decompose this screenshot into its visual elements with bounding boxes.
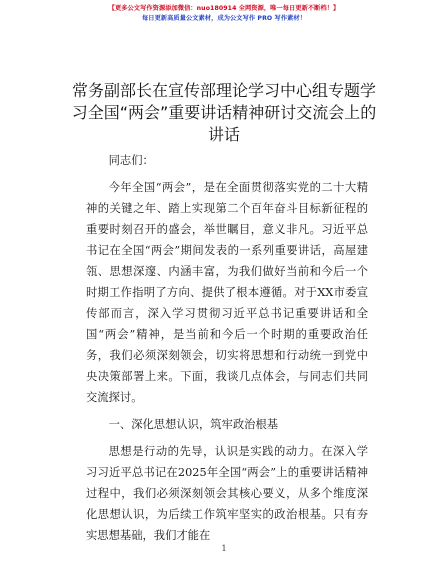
document-title: 常务副部长在宣传部理论学习中心组专题学习全国“两会”重要讲话精神研讨交流会上的讲话 xyxy=(71,81,377,144)
page-number: 1 xyxy=(221,544,227,553)
document-body xyxy=(86,150,368,546)
promo-banner-line2: 每日更新高质量公文素材，成为公文写作 PRO 写作素材！ xyxy=(142,15,306,22)
paragraph-1: 今年全国“两会”，是在全面贯彻落实党的二十大精神的关键之年、踏上实现第二个百年奋斗目标新征程的重要时刻召开的盛会，举世瞩目，意义非凡。习近平总书记在全国“两会”期间发表的一系列重要讲话，高屋建瓴、思想深邃、内涵丰富，为我们做好当前和今后一个时期工作指明了方向、提供了根本遵循。对于XX市委宣传部而言，深入学习贯彻习近平总书记重要讲话和全国“两会”精神，是当前和今后一个时期的重要政治任务，我们必须深刻领会，切实将思想和行动统一到党中央决策部署上来。下面，我谈几点体会，与同志们共同交流探讨。 xyxy=(86,181,368,404)
promo-banner xyxy=(0,4,448,24)
salutation: 同志们： xyxy=(108,154,154,167)
promo-banner-line1: 【更多公文写作资源添加微信：nuo180914 全网资源，唯一每日更新不断档！】 xyxy=(108,5,340,12)
section-heading-1: 一、深化思想认识，筑牢政治根基 xyxy=(108,418,279,431)
section-1-paragraph: 思想是行动的先导，认识是实践的动力。在深入学习习近平总书记在2025年全国“两会”上的重要讲话精神过程中，我们必须深刻领会其核心要义，从多个维度深化思想认识，为后续工作筑牢坚实的政治根基。只有夯实思想基础，我们才能在 xyxy=(86,445,368,542)
